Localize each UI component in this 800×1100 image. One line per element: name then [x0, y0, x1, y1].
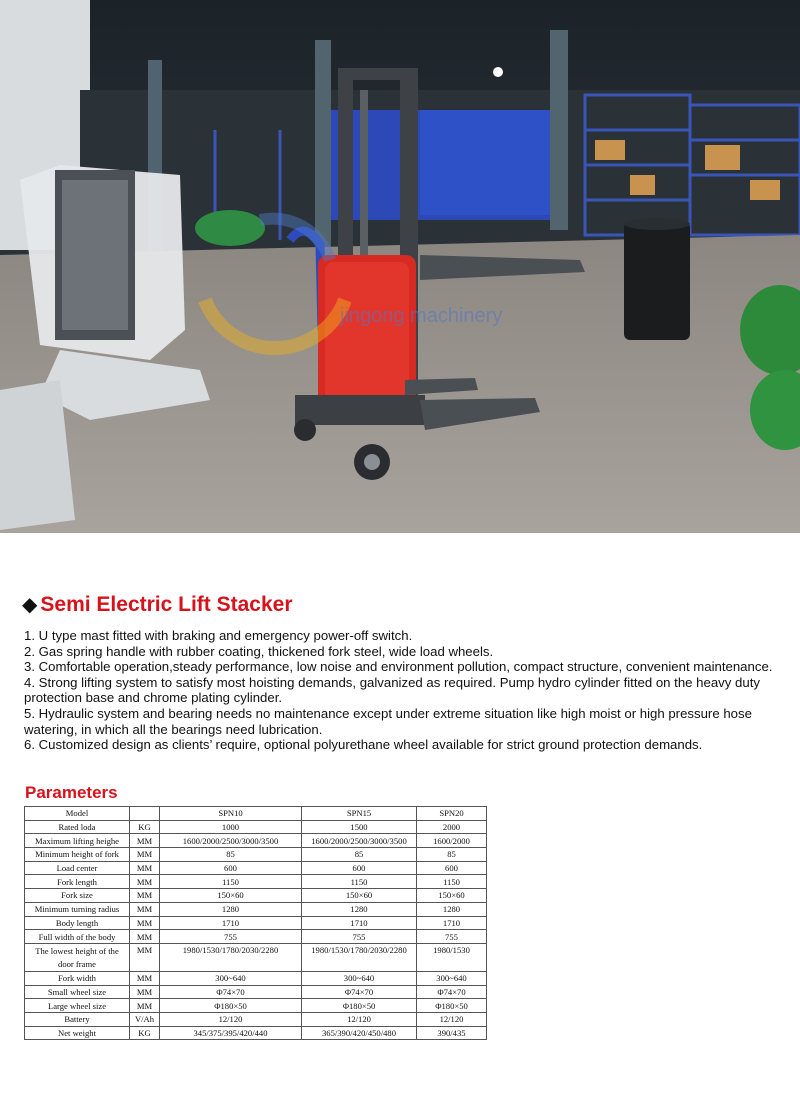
table-cell: Model	[25, 807, 130, 821]
table-cell: The lowest height of the door frame	[25, 943, 130, 971]
table-cell: Battery	[25, 1012, 130, 1026]
parameters-table	[24, 806, 487, 1040]
table-cell: 1150	[417, 875, 487, 889]
table-cell: 1500	[302, 820, 417, 834]
table-cell: 1150	[302, 875, 417, 889]
table-cell: 1980/1530	[417, 943, 487, 971]
table-cell: 345/375/395/420/440	[160, 1026, 302, 1040]
table-cell: MM	[130, 930, 160, 944]
table-cell: MM	[130, 943, 160, 971]
table-cell: MM	[130, 834, 160, 848]
table-cell: MM	[130, 985, 160, 999]
table-row	[25, 820, 487, 834]
table-cell: 1600/2000/2500/3000/3500	[302, 834, 417, 848]
table-cell: KG	[130, 1026, 160, 1040]
table-row	[25, 1012, 487, 1026]
table-row	[25, 875, 487, 889]
list-item: 1. U type mast fitted with braking and emergency power-off switch.	[24, 628, 413, 643]
table-cell: 755	[417, 930, 487, 944]
parameters-title: Parameters	[25, 783, 118, 802]
table-cell: 755	[302, 930, 417, 944]
table-cell: 1710	[160, 916, 302, 930]
table-cell: 1000	[160, 820, 302, 834]
table-row	[25, 916, 487, 930]
watermark-text: jingong machinery	[340, 305, 503, 327]
table-cell: MM	[130, 875, 160, 889]
table-cell: 1980/1530/1780/2030/2280	[302, 943, 417, 971]
diamond-icon: ◆	[22, 594, 38, 616]
table-cell: 1280	[160, 902, 302, 916]
feature-list	[24, 628, 784, 753]
table-cell: 1600/2000/2500/3000/3500	[160, 834, 302, 848]
table-cell: Φ180×50	[160, 999, 302, 1013]
table-cell: 85	[417, 848, 487, 862]
table-cell: Fork size	[25, 889, 130, 903]
table-cell: 1280	[417, 902, 487, 916]
table-cell: MM	[130, 902, 160, 916]
table-row	[25, 1026, 487, 1040]
table-cell: 365/390/420/450/480	[302, 1026, 417, 1040]
list-item: 6. Customized design as clients’ require, optional polyurethane wheel available for strict ground protection demands.	[24, 737, 703, 753]
table-cell: 300~640	[160, 971, 302, 985]
table-cell: 390/435	[417, 1026, 487, 1040]
table-cell: 600	[302, 861, 417, 875]
table-cell: 150×60	[302, 889, 417, 903]
table-cell: Φ74×70	[302, 985, 417, 999]
table-cell: Maximum lifting heighe	[25, 834, 130, 848]
table-cell: 150×60	[160, 889, 302, 903]
table-cell: Minimum height of fork	[25, 848, 130, 862]
table-row	[25, 861, 487, 875]
table-cell: SPN10	[160, 807, 302, 821]
table-cell: Small wheel size	[25, 985, 130, 999]
table-row	[25, 930, 487, 944]
table-row	[25, 889, 487, 903]
table-cell: 1710	[302, 916, 417, 930]
table-cell: Minimum turning radius	[25, 902, 130, 916]
product-photo	[0, 0, 800, 533]
table-cell: MM	[130, 999, 160, 1013]
table-cell: 12/120	[160, 1012, 302, 1026]
table-cell: Full width of the body	[25, 930, 130, 944]
list-item: 5. Hydraulic system and bearing needs no maintenance except under extreme situation like high moist or high pressure hose watering, in which all the bearings need lubrication.	[24, 705, 752, 737]
table-cell: 1150	[160, 875, 302, 889]
table-row	[25, 848, 487, 862]
table-cell	[130, 807, 160, 821]
table-cell: 300~640	[417, 971, 487, 985]
list-item: 2. Gas spring handle with rubber coating, thickened fork steel, wide load wheels.	[24, 643, 494, 659]
table-cell: 1280	[302, 902, 417, 916]
table-cell: Φ74×70	[417, 985, 487, 999]
table-row	[25, 807, 487, 821]
table-row	[25, 999, 487, 1013]
table-cell: 300~640	[302, 971, 417, 985]
product-heading	[22, 592, 293, 618]
table-cell: Φ180×50	[302, 999, 417, 1013]
table-cell: MM	[130, 971, 160, 985]
table-cell: MM	[130, 861, 160, 875]
table-cell: Body length	[25, 916, 130, 930]
table-cell: Net weight	[25, 1026, 130, 1040]
list-item: 3. Comfortable operation,steady performance, low noise and environment pollution, compact structure, convenient maintenance.	[24, 659, 773, 675]
table-cell: 600	[160, 861, 302, 875]
table-cell: 1980/1530/1780/2030/2280	[160, 943, 302, 971]
table-cell: MM	[130, 889, 160, 903]
table-cell: 85	[302, 848, 417, 862]
table-cell: 85	[160, 848, 302, 862]
table-cell: KG	[130, 820, 160, 834]
list-item: 4. Strong lifting system to satisfy most hoisting demands, galvanized as required. Pump hydro cylinder fitted on the heavy duty protection base and chrome plating cylinder.	[24, 674, 760, 706]
table-cell: 1710	[417, 916, 487, 930]
table-row	[25, 985, 487, 999]
table-cell: 12/120	[417, 1012, 487, 1026]
table-row	[25, 834, 487, 848]
table-cell: 1600/2000	[417, 834, 487, 848]
table-cell: Φ180×50	[417, 999, 487, 1013]
table-cell: Rated loda	[25, 820, 130, 834]
table-cell: Fork width	[25, 971, 130, 985]
table-cell: MM	[130, 916, 160, 930]
table-cell: Large wheel size	[25, 999, 130, 1013]
product-title: Semi Electric Lift Stacker	[40, 593, 293, 616]
table-cell: SPN15	[302, 807, 417, 821]
table-cell: V/Ah	[130, 1012, 160, 1026]
table-cell: 2000	[417, 820, 487, 834]
table-row	[25, 943, 487, 971]
table-cell: 755	[160, 930, 302, 944]
table-cell: 12/120	[302, 1012, 417, 1026]
table-row	[25, 971, 487, 985]
table-cell: 600	[417, 861, 487, 875]
table-cell: MM	[130, 848, 160, 862]
table-cell: SPN20	[417, 807, 487, 821]
table-cell: Φ74×70	[160, 985, 302, 999]
table-row	[25, 902, 487, 916]
table-cell: 150×60	[417, 889, 487, 903]
table-cell: Load center	[25, 861, 130, 875]
table-cell: Fork length	[25, 875, 130, 889]
